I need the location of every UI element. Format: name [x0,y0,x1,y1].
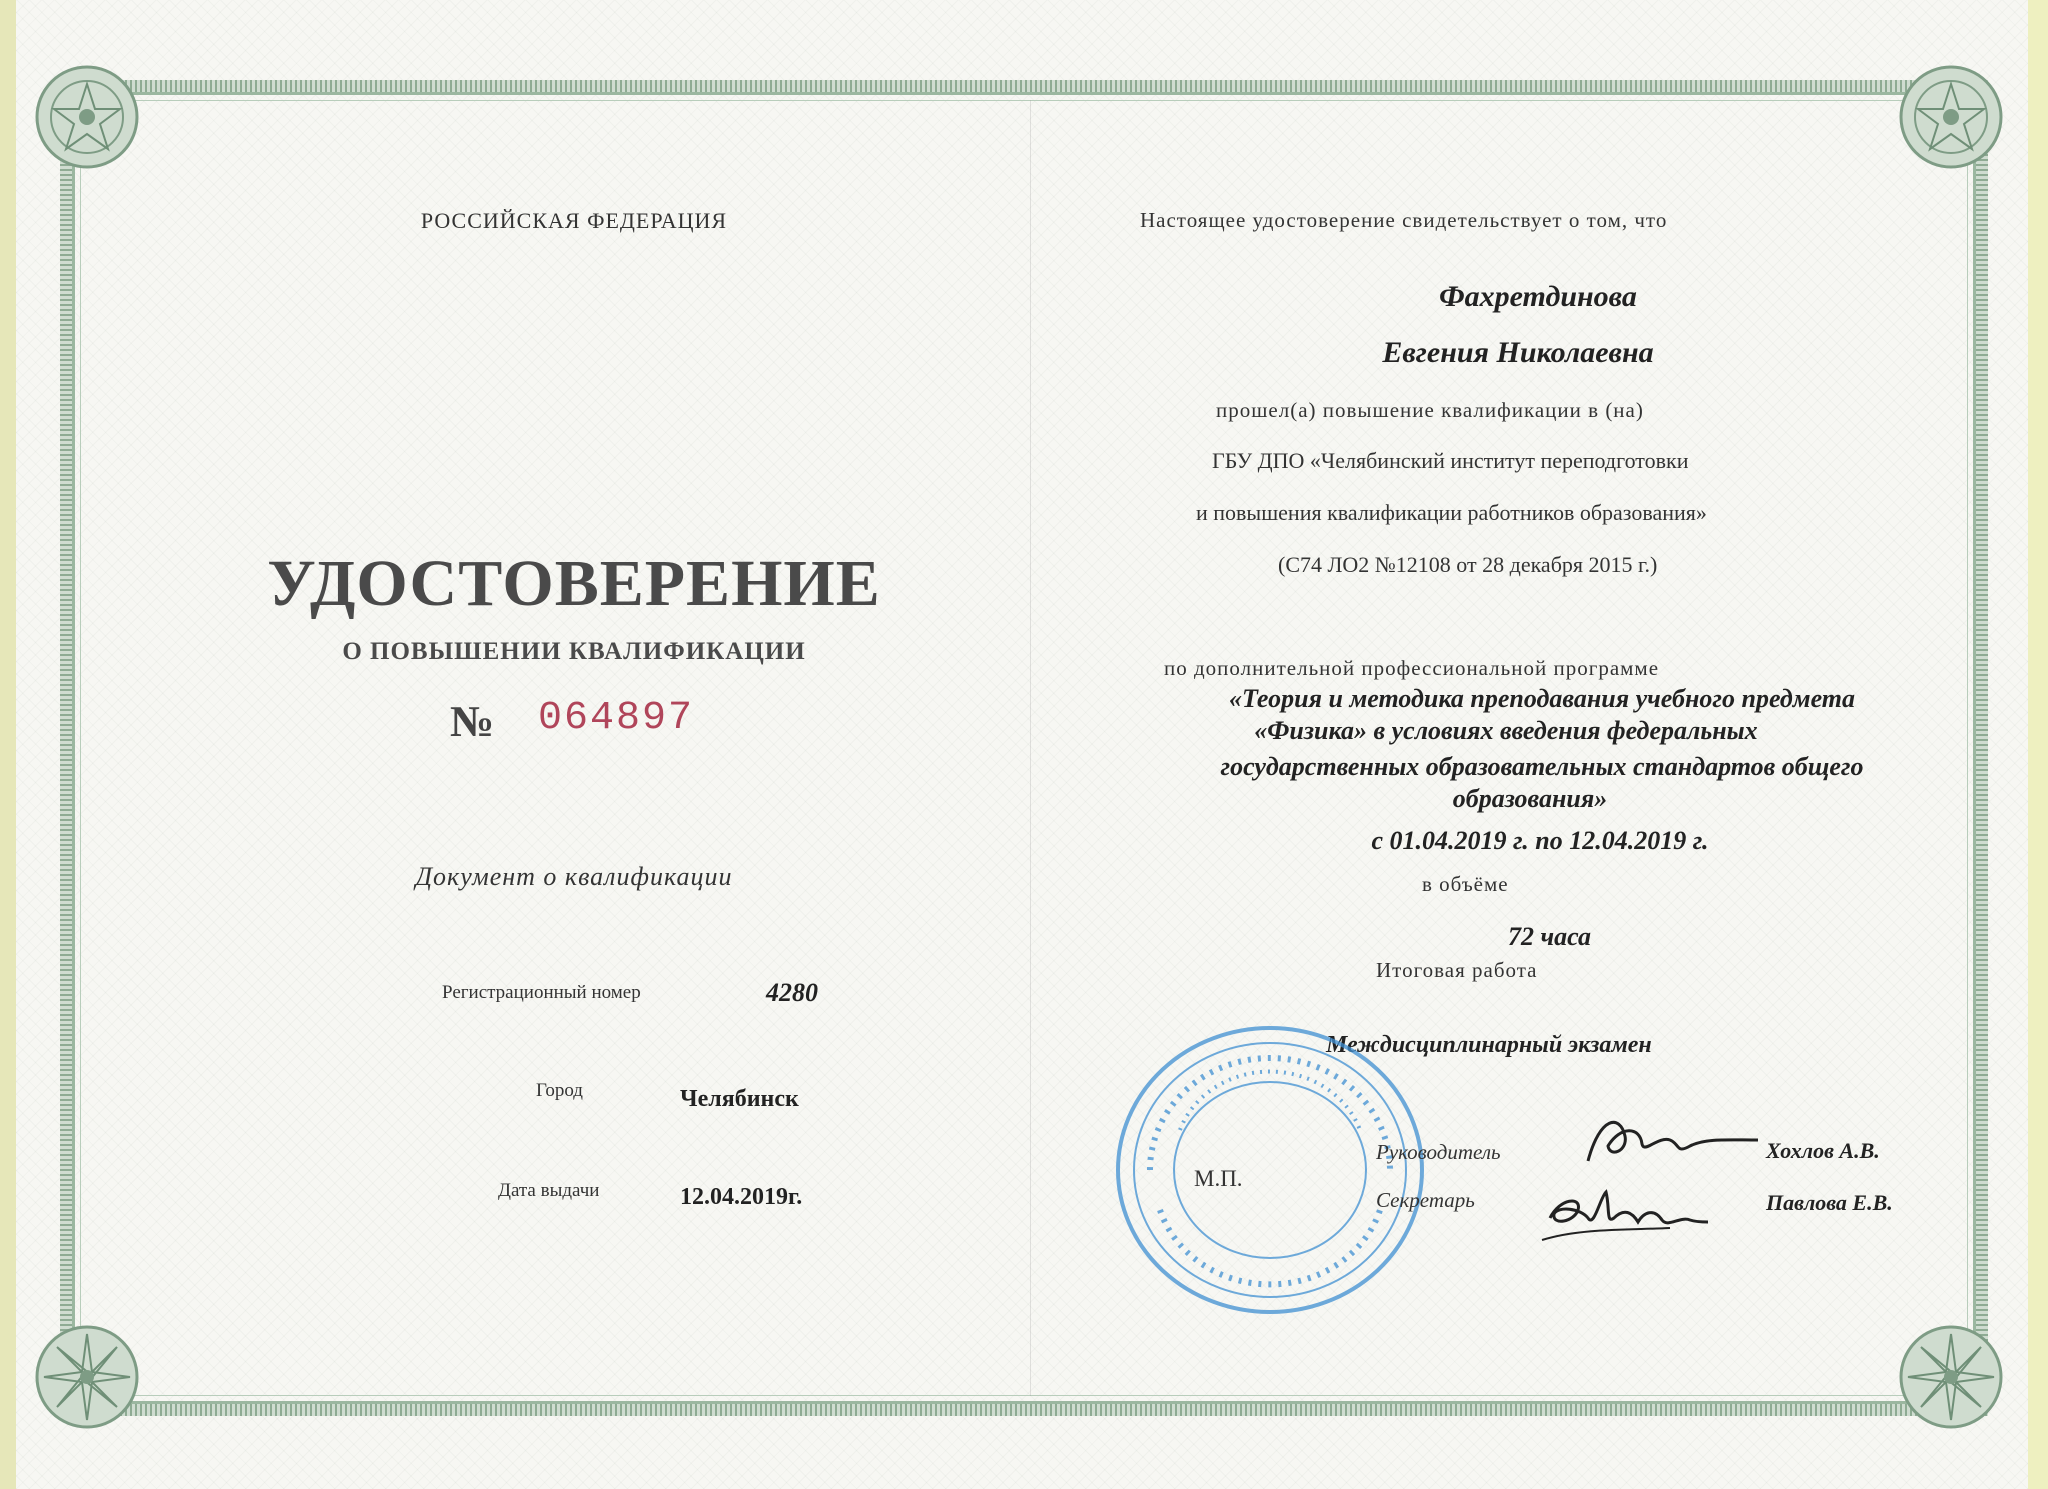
study-period: с 01.04.2019 г. по 12.04.2019 г. [1371,826,1709,855]
head-signature [1580,1106,1760,1176]
institution-line1: ГБУ ДПО «Челябинский институт переподготовки [1212,448,1689,473]
program-line2: «Физика» в условиях введения федеральных [1254,716,1758,745]
recipient-given-names: Евгения Николаевна [1382,336,1654,369]
issue-date-value: 12.04.2019г. [680,1184,803,1210]
corner-rosette-icon [32,1322,142,1432]
volume-value: 72 часа [1508,922,1592,951]
recipient-surname: Фахретдинова [1439,280,1637,313]
stamp-place-label: М.П. [1194,1166,1243,1191]
volume-label: в объёме [1422,872,1509,896]
scan-edge-left [0,0,16,1489]
program-line4: образования» [1452,784,1608,813]
final-work-label: Итоговая работа [1376,958,1538,982]
secretary-label: Секретарь [1376,1188,1475,1212]
official-seal [1110,1020,1430,1320]
document-title: УДОСТОВЕРЕНИЕ [267,547,881,620]
corner-rosette-icon [1896,1322,2006,1432]
reg-number-value: 4280 [766,978,818,1007]
reg-number-label: Регистрационный номер [442,982,641,1003]
institution-license: (С74 ЛО2 №12108 от 28 декабря 2015 г.) [1278,552,1658,577]
certificate-number: 064897 [538,696,695,741]
country-name: РОССИЙСКАЯ ФЕДЕРАЦИЯ [420,208,728,233]
secretary-name: Павлова Е.В. [1766,1190,1893,1215]
corner-rosette-icon [1896,62,2006,172]
passed-text: прошел(а) повышение квалификации в (на) [1216,398,1644,422]
number-sign: № [450,697,495,746]
issue-date-label: Дата выдачи [498,1180,600,1201]
institution-line2: и повышения квалификации работников образования» [1196,500,1707,525]
head-label: Руководитель [1376,1140,1501,1164]
program-line1: «Теория и методика преподавания учебного предмета [1228,684,1856,713]
final-work-value: Междисциплинарный экзамен [1326,1032,1652,1058]
scan-edge-right [2028,0,2048,1489]
intro-text: Настоящее удостоверение свидетельствует о том, что [1140,208,1668,232]
city-value: Челябинск [680,1086,799,1112]
secretary-signature [1540,1178,1710,1248]
document-subtitle: О ПОВЫШЕНИИ КВАЛИФИКАЦИИ [342,638,806,665]
corner-rosette-icon [32,62,142,172]
program-line3: государственных образовательных стандартов общего [1220,752,1864,781]
head-name: Хохлов А.В. [1766,1138,1880,1163]
city-label: Город [536,1080,583,1101]
page-fold-line [1030,100,1031,1396]
document-type: Документ о квалификации [415,862,733,891]
program-intro: по дополнительной профессиональной программе [1164,656,1660,680]
